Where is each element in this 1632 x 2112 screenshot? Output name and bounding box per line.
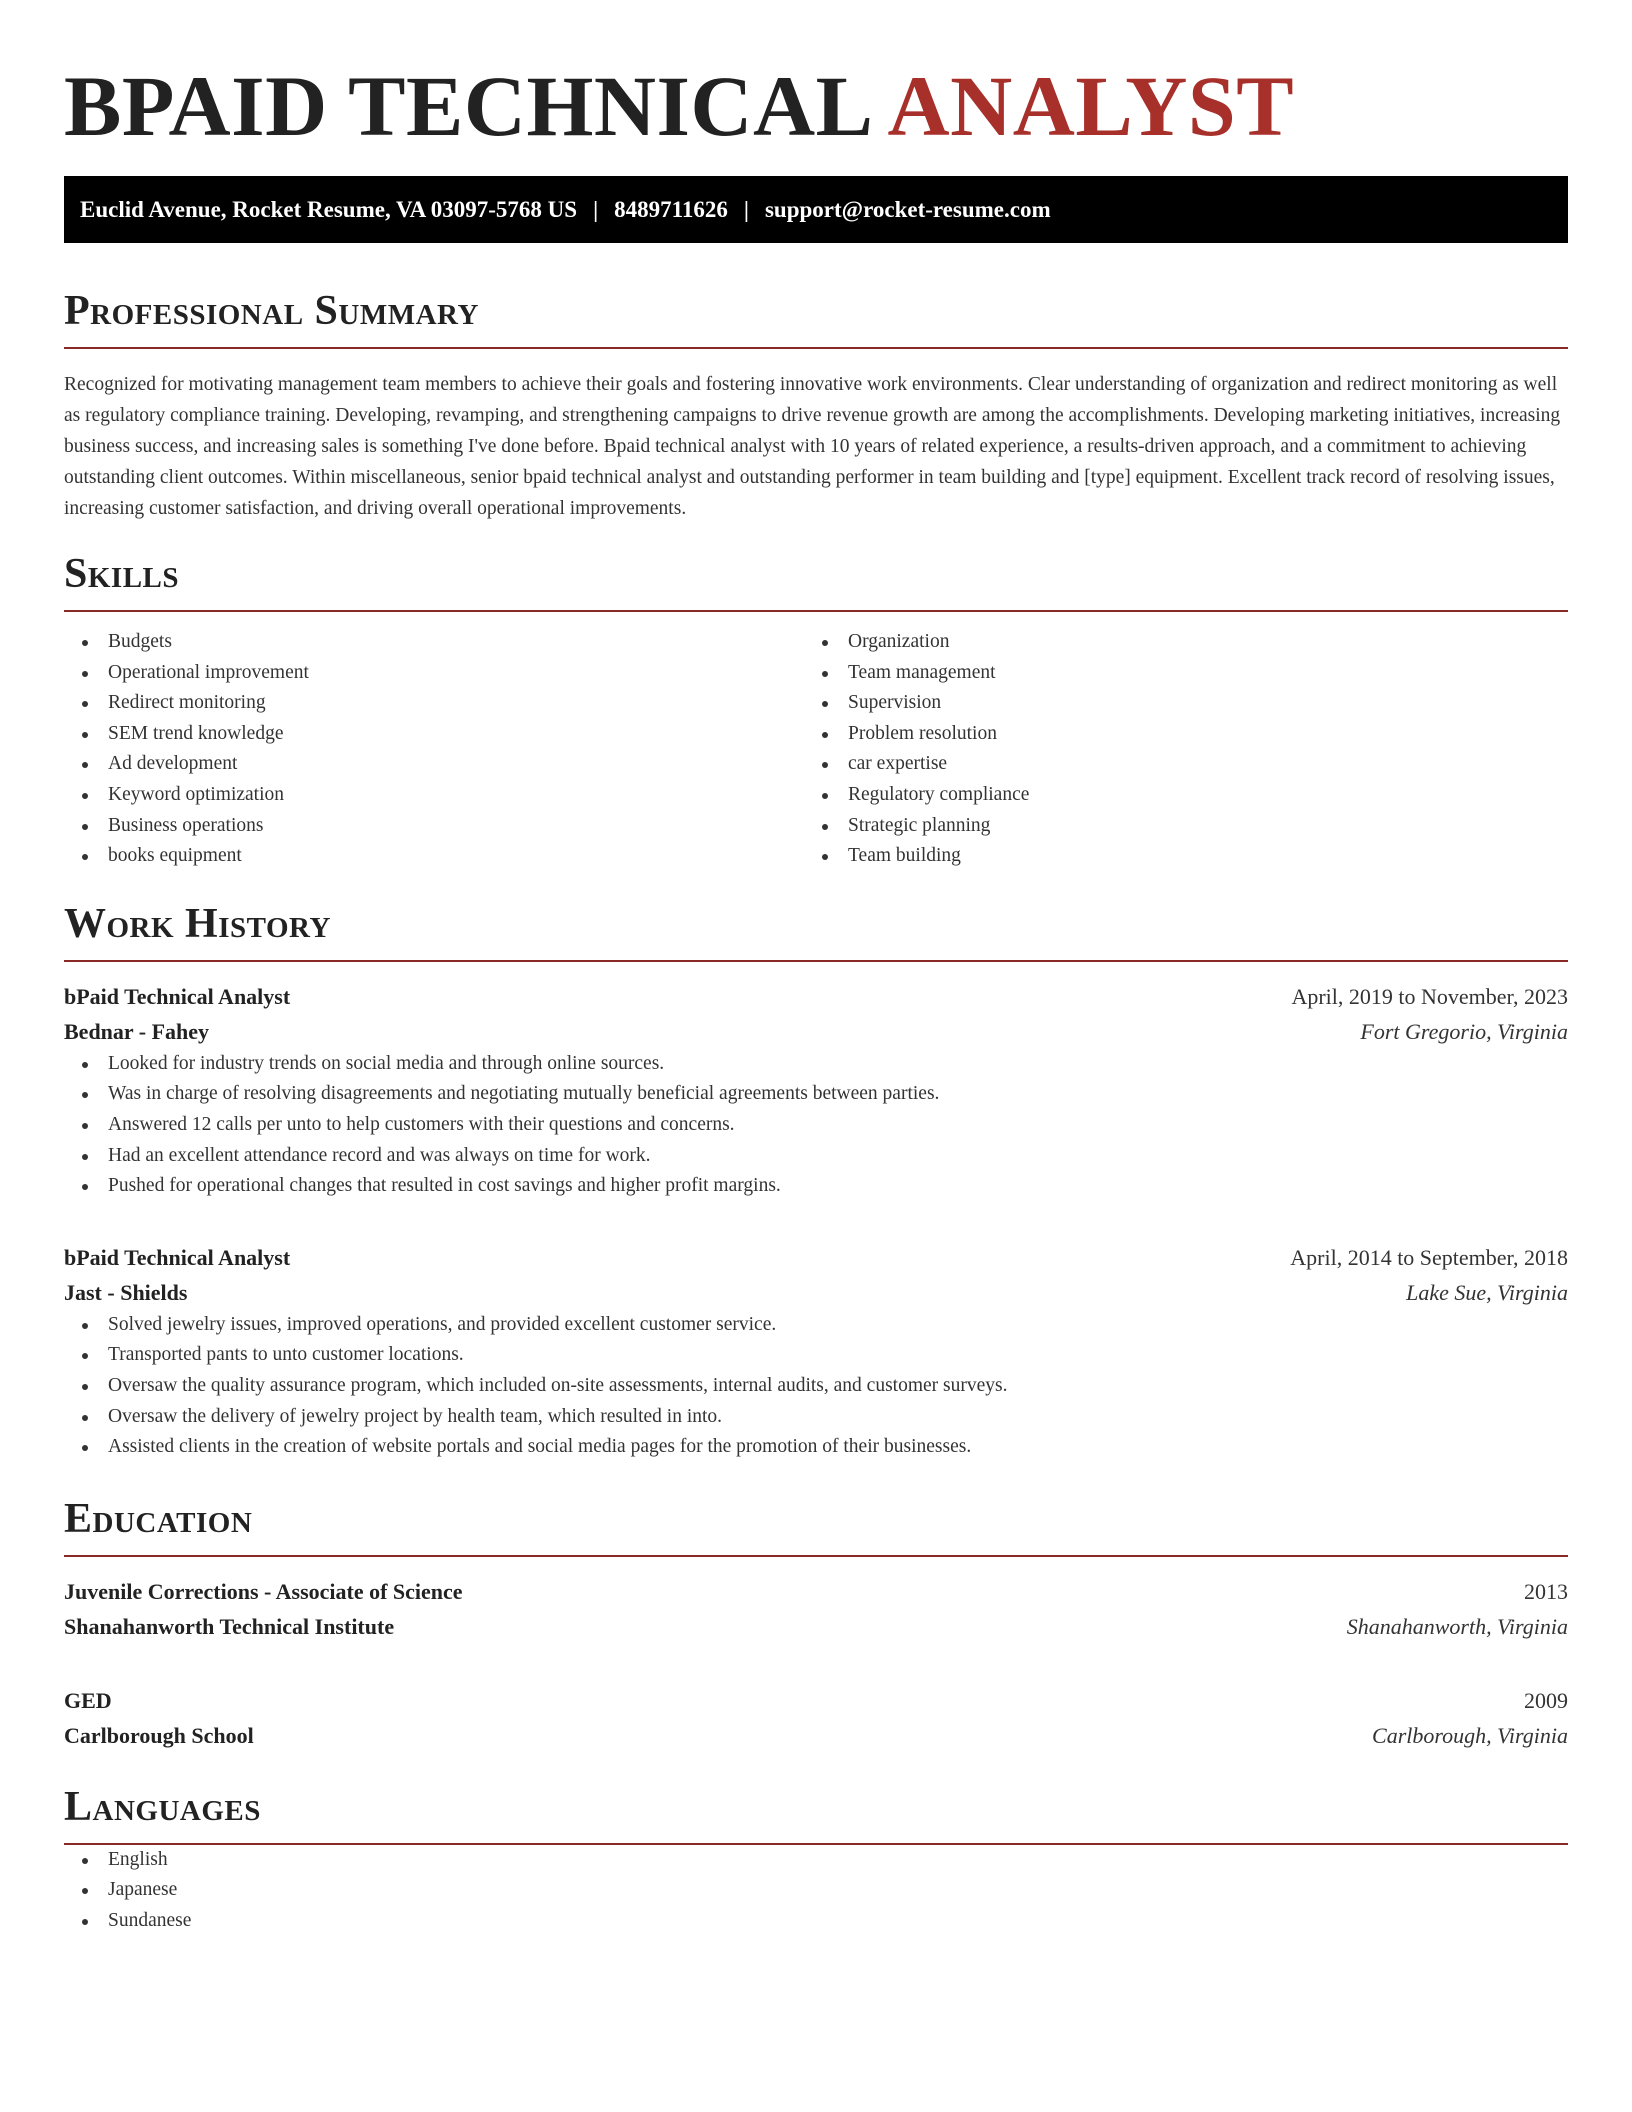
skill-item: car expertise	[804, 749, 1544, 780]
education-degree: Juvenile Corrections - Associate of Science	[64, 1578, 463, 1604]
education-entry	[64, 1683, 1568, 1753]
skill-item: Operational improvement	[64, 658, 804, 689]
skill-item: books equipment	[64, 841, 804, 872]
section-divider	[64, 960, 1568, 962]
job-bullet: Oversaw the delivery of jewelry project by health team, which resulted in into.	[64, 1402, 1568, 1433]
job-dates: April, 2014 to September, 2018	[1290, 1244, 1568, 1270]
job-entry	[64, 1240, 1568, 1463]
education-location: Shanahanworth, Virginia	[1346, 1613, 1568, 1639]
language-item: English	[64, 1845, 1568, 1876]
skill-item: Organization	[804, 627, 1544, 658]
skill-item: Supervision	[804, 688, 1544, 719]
skill-item: Strategic planning	[804, 811, 1544, 842]
section-divider	[64, 1555, 1568, 1557]
job-header-row	[64, 1240, 1568, 1275]
job-bullet: Had an excellent attendance record and was always on time for work.	[64, 1141, 1568, 1172]
skill-item: Team management	[804, 658, 1544, 689]
job-company-row	[64, 1275, 1568, 1310]
education-year: 2013	[1524, 1578, 1568, 1604]
work-history-heading: Work History	[64, 900, 331, 947]
work-history-section	[64, 900, 1568, 1463]
job-bullet: Solved jewelry issues, improved operations, and provided excellent customer service.	[64, 1310, 1568, 1341]
skills-right-list	[804, 627, 1544, 872]
job-company: Bednar - Fahey	[64, 1018, 210, 1044]
job-entry	[64, 979, 1568, 1202]
job-location: Fort Gregorio, Virginia	[1360, 1018, 1568, 1044]
skill-item: Keyword optimization	[64, 780, 804, 811]
job-bullet: Was in charge of resolving disagreements and negotiating mutually beneficial agreements between parties.	[64, 1079, 1568, 1110]
education-school-row	[64, 1718, 1568, 1753]
skills-columns	[64, 627, 1568, 872]
skill-item: Team building	[804, 841, 1544, 872]
skill-item: Ad development	[64, 749, 804, 780]
education-location: Carlborough, Virginia	[1372, 1722, 1568, 1748]
contact-separator: |	[743, 196, 749, 222]
education-header-row	[64, 1574, 1568, 1609]
education-school-row	[64, 1609, 1568, 1644]
languages-section	[64, 1783, 1568, 1937]
language-item: Japanese	[64, 1875, 1568, 1906]
summary-text: Recognized for motivating management team members to achieve their goals and fostering innovative work environments. Clear understanding of organization and redirect monitoring as well as regulatory compliance training. Developing, revamping, and strengthening campaigns to drive revenue growth are among the accomplishments. Developing marketing initiatives, increasing business success, and increasing sales is something I've done before. Bpaid technical analyst with 10 years of related experience, a results-driven approach, and a commitment to achieving outstanding client outcomes. Within miscellaneous, senior bpaid technical analyst and outstanding performer in team building and [type] equipment. Excellent track record of resolving issues, increasing customer satisfaction, and driving overall operational improvements.	[64, 374, 1561, 519]
job-title: bPaid Technical Analyst	[64, 983, 291, 1009]
languages-list	[64, 1845, 1568, 1937]
skills-section	[64, 550, 1568, 872]
resume-name	[64, 0, 1568, 156]
education-school: Shanahanworth Technical Institute	[64, 1613, 395, 1639]
language-item: Sundanese	[64, 1906, 1568, 1937]
skill-item: Problem resolution	[804, 719, 1544, 750]
education-entry	[64, 1574, 1568, 1644]
section-divider	[64, 347, 1568, 349]
education-header-row	[64, 1683, 1568, 1718]
job-company: Jast - Shields	[64, 1279, 188, 1305]
job-bullets	[64, 1049, 1568, 1202]
job-header-row	[64, 979, 1568, 1014]
skill-item: SEM trend knowledge	[64, 719, 804, 750]
job-location: Lake Sue, Virginia	[1406, 1279, 1568, 1305]
job-bullet: Assisted clients in the creation of website portals and social media pages for the promotion of their businesses.	[64, 1432, 1568, 1463]
education-heading: Education	[64, 1495, 253, 1542]
contact-address: Euclid Avenue, Rocket Resume, VA 03097-5768 US	[80, 196, 578, 222]
skill-item: Budgets	[64, 627, 804, 658]
contact-separator: |	[593, 196, 599, 222]
skills-heading: Skills	[64, 551, 180, 597]
job-bullet: Pushed for operational changes that resulted in cost savings and higher profit margins.	[64, 1171, 1568, 1202]
job-bullet: Looked for industry trends on social media and through online sources.	[64, 1049, 1568, 1080]
name-last: ANALYST	[887, 58, 1295, 154]
job-company-row	[64, 1014, 1568, 1049]
job-bullet: Answered 12 calls per unto to help customers with their questions and concerns.	[64, 1110, 1568, 1141]
section-divider	[64, 610, 1568, 612]
education-year: 2009	[1524, 1687, 1568, 1713]
job-dates: April, 2019 to November, 2023	[1291, 983, 1568, 1009]
summary-heading: Professional Summary	[64, 288, 479, 334]
education-school: Carlborough School	[64, 1722, 254, 1748]
job-bullets	[64, 1310, 1568, 1463]
job-title: bPaid Technical Analyst	[64, 1244, 291, 1270]
languages-heading: Languages	[64, 1783, 261, 1830]
skill-item: Redirect monitoring	[64, 688, 804, 719]
contact-bar	[64, 176, 1568, 243]
name-first: BPAID TECHNICAL	[64, 58, 874, 154]
contact-phone: 8489711626	[614, 196, 728, 222]
skill-item: Regulatory compliance	[804, 780, 1544, 811]
skill-item: Business operations	[64, 811, 804, 842]
job-bullet: Oversaw the quality assurance program, which included on-site assessments, internal audits, and customer surveys.	[64, 1371, 1568, 1402]
skills-left-list	[64, 627, 804, 872]
education-section	[64, 1495, 1568, 1753]
summary-section	[64, 287, 1568, 524]
contact-email: support@rocket-resume.com	[764, 196, 1051, 222]
job-bullet: Transported pants to unto customer locations.	[64, 1340, 1568, 1371]
education-degree: GED	[64, 1687, 112, 1713]
